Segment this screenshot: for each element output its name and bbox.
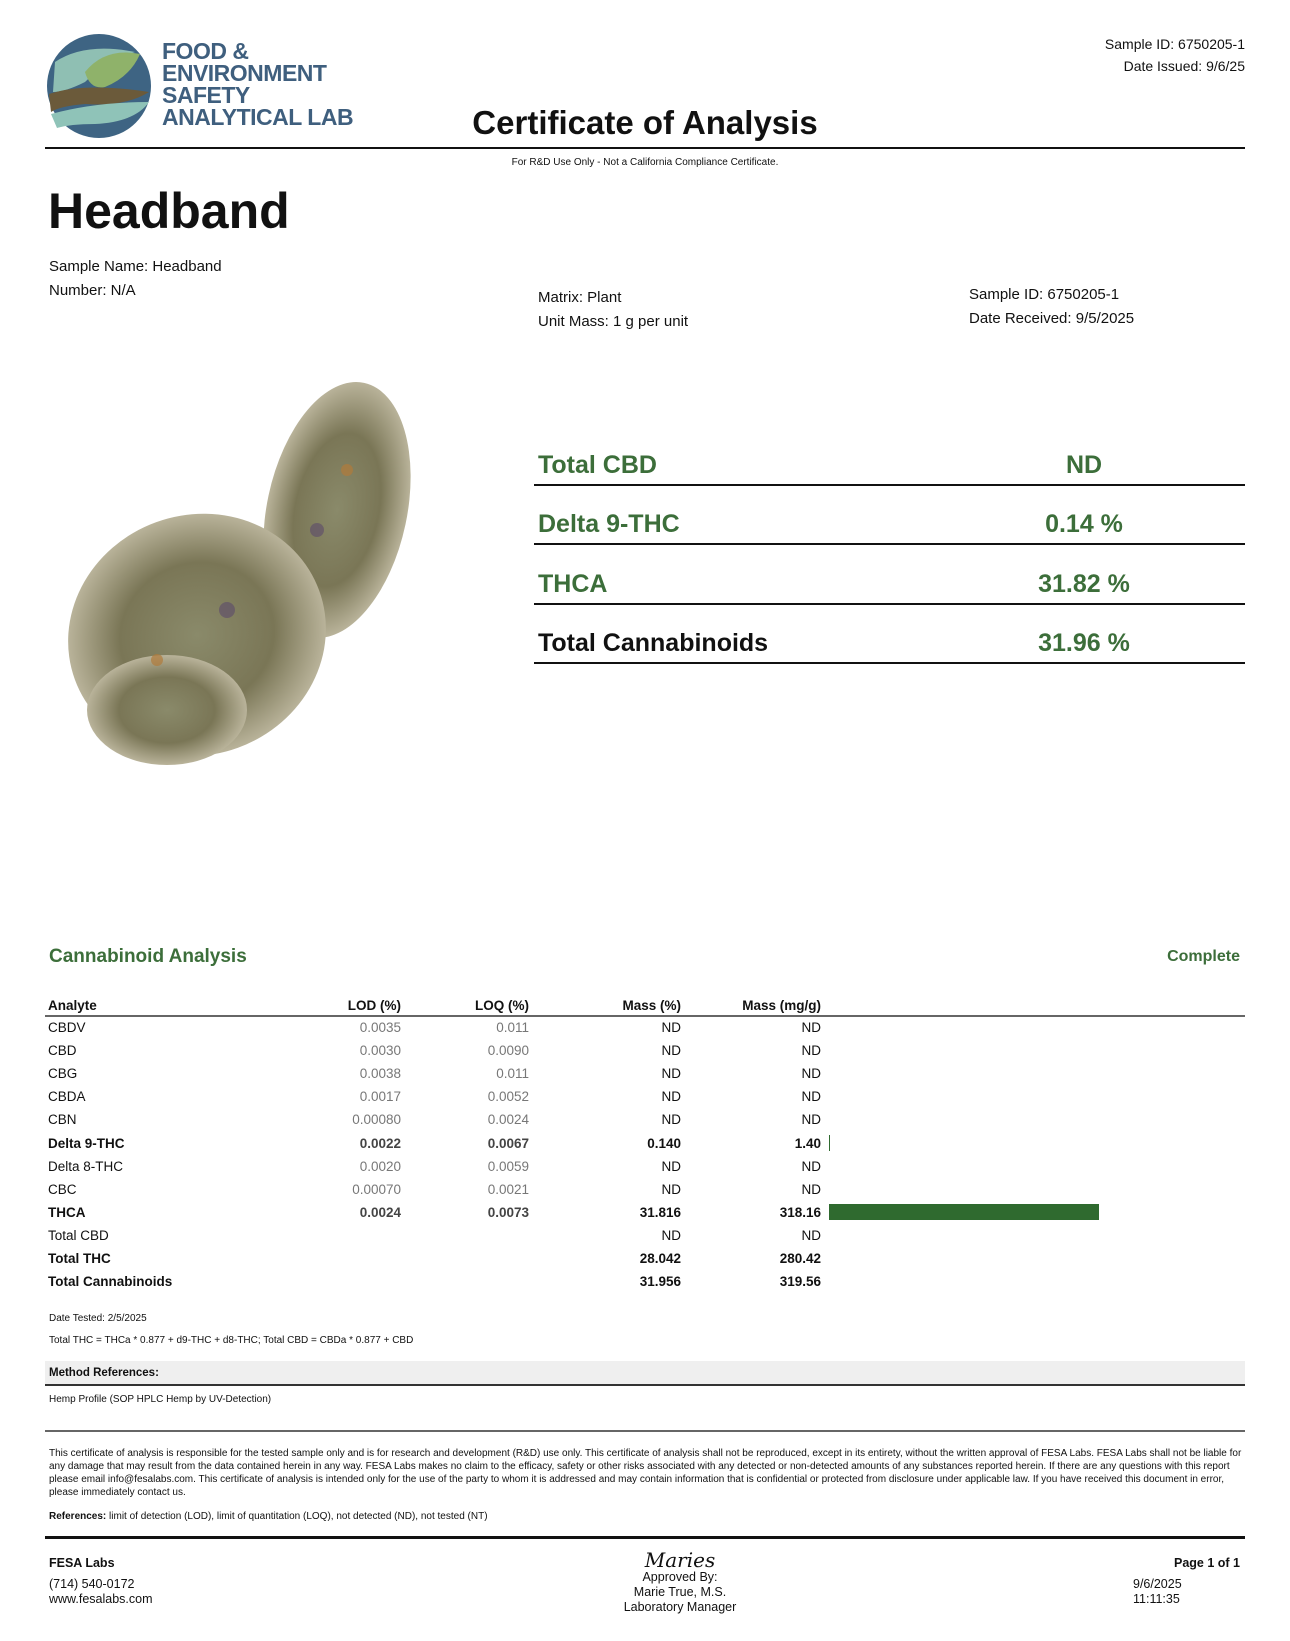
mass-pct-cell: 28.042 — [639, 1250, 681, 1266]
loq-cell: 0.0024 — [487, 1112, 529, 1128]
analysis-status: Complete — [1167, 948, 1240, 965]
col-mass-pct: Mass (%) — [622, 997, 681, 1013]
notice: For R&D Use Only - Not a California Compliance Certificate. — [511, 157, 779, 168]
bar-cell — [821, 1155, 1111, 1178]
mass-pct-cell: 0.140 — [647, 1135, 681, 1151]
bar-cell — [821, 1039, 1111, 1062]
loq-cell — [401, 1224, 529, 1247]
lod-cell: 0.00080 — [352, 1112, 401, 1128]
footer-date: 9/6/2025 — [1133, 1577, 1182, 1591]
footer-page — [1174, 1556, 1240, 1577]
col-loq: LOQ (%) — [475, 997, 529, 1013]
col-lod: LOD (%) — [347, 997, 401, 1013]
disclaimer: This certificate of analysis is responsible for the tested sample only and is for research and development (R&D) use only. This certificate of analysis shall not be reproduced, except in its entirety, without the written approval of FESA Labs. FESA Labs shall not be liable for any damage that may result from the data contained herein in any way. FESA Labs makes no claim to the efficacy, safety or other risks associated with any detected or non-detected amounts of any substances reported herein. If there are any questions with this report please email info@fesalabs.com. This certificate of analysis is intended only for the use of the party to whom it is addressed and may contain information that is confidential or protected from disclosure under applicable law. If you have received this document in error, please immediately contact us. — [49, 1448, 1242, 1498]
divider — [45, 147, 1245, 149]
mass-pct-cell: ND — [661, 1066, 681, 1082]
page-title: Certificate of Analysis — [472, 104, 818, 141]
mass-mg-cell: ND — [801, 1089, 821, 1105]
summary-value: 31.82 % — [1038, 570, 1130, 598]
header-sample-id: Sample ID: 6750205-1 — [1104, 36, 1245, 52]
summary-label: Delta 9-THC — [538, 510, 680, 538]
analyte-cell: CBC — [48, 1181, 77, 1197]
summary-row-thca — [534, 565, 1245, 605]
summary-label: THCA — [538, 570, 608, 598]
mass-mg-cell: ND — [801, 1020, 821, 1036]
loq-cell: 0.0052 — [487, 1089, 529, 1105]
formula: Total THC = THCa * 0.877 + d9-THC + d8-THC; Total CBD = CBDa * 0.877 + CBD — [49, 1335, 414, 1346]
loq-cell: 0.0021 — [487, 1181, 529, 1197]
lod-cell: 0.0038 — [359, 1066, 401, 1082]
mass-pct-cell: ND — [661, 1020, 681, 1036]
mass-bar — [829, 1135, 830, 1151]
summary-value: ND — [1065, 451, 1103, 479]
references-label: References: — [49, 1511, 107, 1522]
footer-time: 11:11:35 — [1133, 1592, 1180, 1606]
lod-cell — [248, 1247, 401, 1270]
company-website[interactable]: www.fesalabs.com — [49, 1592, 153, 1606]
loq-cell: 0.011 — [496, 1066, 529, 1082]
method-header — [45, 1361, 1245, 1386]
mass-mg-cell: 1.40 — [794, 1135, 821, 1151]
sample-number: Number: N/A — [49, 282, 136, 299]
mass-mg-cell: 318.16 — [779, 1204, 821, 1220]
company-name: FESA Labs — [49, 1556, 115, 1570]
bar-cell — [821, 1247, 1111, 1270]
lod-cell: 0.0017 — [359, 1089, 401, 1105]
summary-row-delta9 — [534, 505, 1245, 545]
method-heading: Method References: — [49, 1367, 159, 1379]
table-row — [48, 1201, 1111, 1224]
sample-id-details — [969, 283, 1134, 331]
lod-cell: 0.0024 — [359, 1204, 401, 1220]
references-text: limit of detection (LOD), limit of quantitation (LOQ), not detected (ND), not tested (NT) — [106, 1511, 488, 1522]
lod-cell: 0.0020 — [359, 1158, 401, 1174]
footer-approval — [580, 1550, 780, 1615]
date-tested: Date Tested: 2/5/2025 — [49, 1313, 147, 1324]
col-analyte: Analyte — [48, 997, 97, 1013]
sample-name: Sample Name: Headband — [49, 258, 222, 275]
loq-cell: 0.0090 — [487, 1043, 529, 1059]
company-phone: (714) 540-0172 — [49, 1577, 135, 1591]
mass-pct-cell: ND — [661, 1043, 681, 1059]
approved-by-label: Approved By: — [642, 1570, 718, 1584]
mass-pct-cell: ND — [661, 1227, 681, 1243]
table-row — [48, 1224, 1111, 1247]
references — [49, 1511, 488, 1522]
mass-pct-cell: ND — [661, 1181, 681, 1197]
matrix-details — [538, 286, 688, 334]
col-mass-mg: Mass (mg/g) — [742, 997, 821, 1013]
mass-mg-cell: ND — [801, 1181, 821, 1197]
mass-mg-cell: 319.56 — [779, 1274, 821, 1290]
summary-value: 31.96 % — [1038, 629, 1130, 657]
logo-line: SAFETY — [162, 82, 250, 108]
analyte-cell: Total THC — [48, 1250, 111, 1266]
table-row — [48, 1131, 1111, 1154]
table-row — [48, 1247, 1111, 1270]
mass-bar — [829, 1204, 1099, 1220]
loq-cell: 0.011 — [496, 1020, 529, 1036]
mass-pct-cell: ND — [661, 1158, 681, 1174]
analyte-cell: CBDV — [48, 1020, 86, 1036]
mass-pct-cell: ND — [661, 1089, 681, 1105]
divider — [45, 1430, 1245, 1432]
bar-cell — [821, 1062, 1111, 1085]
footer-timestamp — [1133, 1577, 1182, 1607]
summary-value: 0.14 % — [1045, 510, 1123, 538]
loq-cell — [401, 1270, 529, 1293]
approver-name: Marie True, M.S. — [633, 1585, 727, 1599]
cannabinoid-table — [48, 994, 1111, 1293]
bar-cell — [821, 1016, 1111, 1039]
table-row — [48, 1039, 1111, 1062]
unit-mass: Unit Mass: 1 g per unit — [538, 313, 689, 330]
analyte-cell: Total Cannabinoids — [48, 1274, 173, 1290]
lod-cell: 0.00070 — [352, 1181, 401, 1197]
signature: Maries — [644, 1548, 716, 1572]
method-text: Hemp Profile (SOP HPLC Hemp by UV-Detection) — [49, 1394, 272, 1405]
mass-mg-cell: ND — [801, 1043, 821, 1059]
lod-cell: 0.0030 — [359, 1043, 401, 1059]
bar-cell — [821, 1108, 1111, 1131]
summary-row-total-cbd — [534, 446, 1245, 486]
lod-cell: 0.0035 — [359, 1020, 401, 1036]
analyte-cell: Total CBD — [48, 1227, 109, 1243]
page-number: Page 1 of 1 — [1174, 1556, 1240, 1570]
table-row — [48, 1155, 1111, 1178]
sample-details — [49, 255, 222, 303]
mass-mg-cell: ND — [801, 1112, 821, 1128]
lod-cell — [248, 1270, 401, 1293]
footer-rule — [45, 1536, 1245, 1539]
summary-label: Total Cannabinoids — [538, 629, 769, 657]
header-date-issued: Date Issued: 9/6/25 — [1123, 58, 1245, 74]
bar-cell — [821, 1201, 1111, 1224]
table-row — [48, 1270, 1111, 1293]
approver-title: Laboratory Manager — [623, 1600, 737, 1614]
mass-pct-cell: ND — [661, 1112, 681, 1128]
table-row — [48, 1178, 1111, 1201]
logo-line: ANALYTICAL LAB — [162, 104, 354, 130]
loq-cell: 0.0067 — [487, 1135, 529, 1151]
logo-line: ENVIRONMENT — [162, 60, 327, 86]
table-header — [48, 994, 1111, 1016]
mass-pct-cell: 31.816 — [639, 1204, 681, 1220]
lod-cell — [248, 1224, 401, 1247]
sample-id: Sample ID: 6750205-1 — [969, 286, 1120, 303]
loq-cell — [401, 1247, 529, 1270]
table-row — [48, 1016, 1111, 1039]
bar-cell — [821, 1178, 1111, 1201]
mass-pct-cell: 31.956 — [639, 1274, 681, 1290]
loq-cell: 0.0059 — [487, 1158, 529, 1174]
mass-mg-cell: ND — [801, 1227, 821, 1243]
lod-cell: 0.0022 — [359, 1135, 401, 1151]
mass-mg-cell: ND — [801, 1066, 821, 1082]
bar-cell — [821, 1131, 1111, 1154]
analysis-title: Cannabinoid Analysis — [49, 946, 247, 967]
product-photo — [47, 380, 432, 780]
analyte-cell: CBDA — [48, 1089, 86, 1105]
mass-mg-cell: ND — [801, 1158, 821, 1174]
table-row — [48, 1062, 1111, 1085]
analyte-cell: THCA — [48, 1204, 86, 1220]
col-bar — [821, 994, 1111, 1016]
summary-row-total-cannabinoids — [534, 624, 1245, 664]
sample-heading: Headband — [48, 183, 290, 239]
analyte-cell: Delta 8-THC — [48, 1158, 124, 1174]
analyte-cell: CBG — [48, 1066, 78, 1082]
bar-cell — [821, 1224, 1111, 1247]
table-row — [48, 1108, 1111, 1131]
analyte-cell: CBN — [48, 1112, 77, 1128]
summary-label: Total CBD — [538, 451, 657, 479]
bar-cell — [821, 1270, 1111, 1293]
header-meta — [1105, 33, 1245, 77]
analyte-cell: Delta 9-THC — [48, 1135, 125, 1151]
analyte-cell: CBD — [48, 1043, 77, 1059]
table-row — [48, 1085, 1111, 1108]
mass-mg-cell: 280.42 — [779, 1250, 821, 1266]
logo-line: FOOD & — [162, 38, 249, 64]
footer-company — [49, 1556, 153, 1607]
date-received: Date Received: 9/5/2025 — [969, 310, 1135, 327]
matrix: Matrix: Plant — [538, 289, 622, 306]
loq-cell: 0.0073 — [487, 1204, 529, 1220]
bar-cell — [821, 1085, 1111, 1108]
